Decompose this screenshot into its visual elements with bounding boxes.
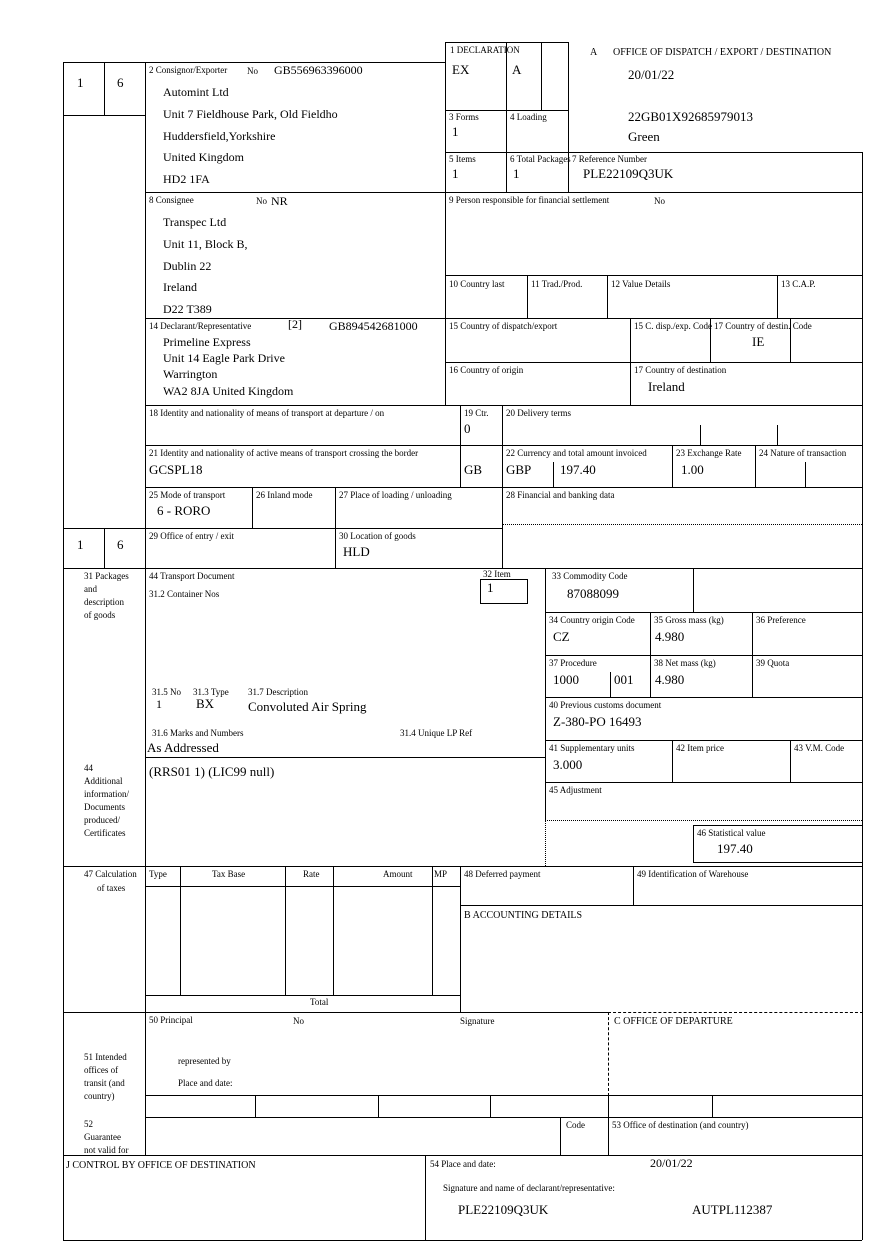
consignee-postcode: D22 T389 xyxy=(163,302,212,316)
box19-label: 19 Ctr. xyxy=(464,408,489,418)
procedure-code: 1000 xyxy=(553,672,579,687)
line xyxy=(255,1095,256,1117)
box44-label: produced/ xyxy=(84,815,120,825)
box50-label: 50 Principal xyxy=(149,1015,193,1025)
place-and-date-label: Place and date: xyxy=(178,1078,233,1088)
box44t-label: 44 Transport Document xyxy=(149,571,235,581)
copy-number-1: 1 xyxy=(77,75,84,90)
declarant-name-code: AUTPL112387 xyxy=(692,1202,773,1217)
box15-label: 15 Country of dispatch/export xyxy=(449,321,558,331)
box31-3-label: 31.3 Type xyxy=(193,687,229,697)
guarantee-code-label: Code xyxy=(566,1120,585,1130)
declarant-code: [2] xyxy=(288,317,302,331)
copy-number-1: 1 xyxy=(77,537,84,552)
declaration-type: EX xyxy=(452,62,470,77)
box5-label: 5 Items xyxy=(449,154,476,164)
line xyxy=(252,487,253,528)
j-control-label: J CONTROL BY OFFICE OF DESTINATION xyxy=(66,1160,256,1171)
line xyxy=(145,62,146,1155)
box31-7-label: 31.7 Description xyxy=(248,687,308,697)
consignor-name: Automint Ltd xyxy=(163,85,229,99)
line xyxy=(545,740,862,741)
consignor-eori: GB556963396000 xyxy=(274,63,363,77)
office-of-departure-label: C OFFICE OF DEPARTURE xyxy=(614,1016,733,1027)
line xyxy=(672,445,673,487)
line xyxy=(607,275,608,318)
consignee-no: NR xyxy=(271,194,288,208)
line xyxy=(545,697,862,698)
line xyxy=(63,62,64,1240)
line xyxy=(693,862,862,863)
consignee-address-2: Dublin 22 xyxy=(163,259,212,273)
box4-label: 4 Loading xyxy=(510,112,547,122)
office-a-prefix: A xyxy=(590,47,598,58)
box41-label: 41 Supplementary units xyxy=(549,743,635,753)
line xyxy=(777,425,778,445)
box31-2-label: 31.2 Container Nos xyxy=(149,589,220,599)
box5-value: 1 xyxy=(452,166,459,181)
origin-code: CZ xyxy=(553,629,570,644)
exchange-rate: 1.00 xyxy=(681,462,704,477)
box42-label: 42 Item price xyxy=(676,743,724,753)
copy-number-6: 6 xyxy=(117,75,124,90)
acceptance-date: 20/01/22 xyxy=(628,67,675,82)
box3-value: 1 xyxy=(452,124,459,139)
line xyxy=(460,866,461,1012)
box47-label: of taxes xyxy=(97,883,126,893)
box54-signature-label: Signature and name of declarant/representative: xyxy=(443,1183,615,1193)
line xyxy=(541,42,542,110)
line xyxy=(672,740,673,782)
box49-label: 49 Identification of Warehouse xyxy=(637,869,749,879)
line xyxy=(63,115,145,116)
line xyxy=(63,528,502,529)
line xyxy=(545,655,862,656)
box21-label: 21 Identity and nationality of active means of transport crossing the border xyxy=(149,448,419,458)
box31-4-label: 31.4 Unique LP Ref xyxy=(400,728,473,738)
reference-number: PLE22109Q3UK xyxy=(583,166,674,181)
box16-label: 16 Country of origin xyxy=(449,365,524,375)
line xyxy=(545,612,862,613)
line xyxy=(700,425,701,445)
line xyxy=(506,42,507,192)
box28-label: 28 Financial and banking data xyxy=(506,490,615,500)
invoice-currency: GBP xyxy=(506,462,532,477)
box45-label: 45 Adjustment xyxy=(549,785,602,795)
box12-label: 12 Value Details xyxy=(611,279,671,289)
line xyxy=(63,568,862,569)
represented-by-label: represented by xyxy=(178,1056,231,1066)
copy-number-6: 6 xyxy=(117,537,124,552)
box9-no-label: No xyxy=(654,196,665,206)
line xyxy=(145,886,460,887)
tax-header-amount: Amount xyxy=(383,869,413,879)
container-flag: 0 xyxy=(464,421,471,436)
destination-country: Ireland xyxy=(648,379,685,394)
box44-label: Documents xyxy=(84,802,125,812)
commodity-code: 87088099 xyxy=(567,586,619,601)
box25-label: 25 Mode of transport xyxy=(149,490,226,500)
box31-label: 31 Packages xyxy=(84,571,129,581)
box27-label: 27 Place of loading / unloading xyxy=(339,490,452,500)
line xyxy=(180,866,181,995)
line xyxy=(145,995,460,996)
line xyxy=(545,782,862,783)
box39-label: 39 Quota xyxy=(756,658,790,668)
destination-code: IE xyxy=(752,334,765,349)
line xyxy=(805,462,806,487)
transport-identity: GCSPL18 xyxy=(149,462,203,477)
goods-description: Convoluted Air Spring xyxy=(248,699,367,714)
goods-location: HLD xyxy=(343,544,370,559)
box44-label: information/ xyxy=(84,789,129,799)
box8-label: 8 Consignee xyxy=(149,195,194,205)
consignor-postcode: HD2 1FA xyxy=(163,172,210,186)
line xyxy=(630,318,631,405)
box51-label: transit (and xyxy=(84,1078,125,1088)
box9-label: 9 Person responsible for financial settlement xyxy=(449,195,610,205)
dotted-line xyxy=(502,524,862,525)
box31-5-label: 31.5 No xyxy=(152,687,181,697)
box51-label: 51 Intended xyxy=(84,1052,127,1062)
consignor-address-2: Huddersfield,Yorkshire xyxy=(163,129,276,143)
box3-label: 3 Forms xyxy=(449,112,479,122)
dotted-line xyxy=(545,820,546,866)
mrn-value: 22GB01X92685979013 xyxy=(628,109,753,124)
box40-label: 40 Previous customs document xyxy=(549,700,662,710)
line xyxy=(545,568,546,820)
declarant-address-3: WA2 8JA United Kingdom xyxy=(163,384,294,398)
line xyxy=(445,275,862,276)
box10-label: 10 Country last xyxy=(449,279,505,289)
line xyxy=(790,740,791,782)
line xyxy=(560,1117,561,1155)
consignee-address-1: Unit 11, Block B, xyxy=(163,237,248,251)
line xyxy=(693,568,694,612)
box31-label: and xyxy=(84,584,97,594)
tax-header-base: Tax Base xyxy=(212,869,246,879)
box35-label: 35 Gross mass (kg) xyxy=(654,615,724,625)
box52-label: 52 xyxy=(84,1119,93,1129)
line xyxy=(608,1095,609,1117)
box33-label: 33 Commodity Code xyxy=(552,571,628,581)
line xyxy=(502,405,503,568)
line xyxy=(145,405,862,406)
tax-header-type: Type xyxy=(149,869,167,879)
box2-no-label: No xyxy=(247,66,258,76)
dotted-line xyxy=(545,820,862,821)
box51-label: offices of xyxy=(84,1065,119,1075)
line xyxy=(693,825,862,826)
box44-label: Certificates xyxy=(84,828,126,838)
box31-label: of goods xyxy=(84,610,116,620)
box48-label: 48 Deferred payment xyxy=(464,869,541,879)
consignee-country: Ireland xyxy=(163,280,197,294)
box38-label: 38 Net mass (kg) xyxy=(654,658,716,668)
consignee-name: Transpec Ltd xyxy=(163,215,227,229)
additional-information: (RRS01 1) (LIC99 null) xyxy=(149,764,275,779)
line xyxy=(333,866,334,995)
marks-and-numbers: As Addressed xyxy=(147,740,219,755)
line xyxy=(63,866,862,867)
line xyxy=(145,1117,862,1118)
line xyxy=(335,487,336,568)
line xyxy=(460,405,461,487)
box34-label: 34 Country origin Code xyxy=(549,615,635,625)
box18-label: 18 Identity and nationality of means of transport at departure / on xyxy=(149,408,385,418)
line xyxy=(285,866,286,995)
box44-label: Additional xyxy=(84,776,123,786)
line xyxy=(633,866,634,905)
box32-label: 32 Item xyxy=(483,569,511,579)
line xyxy=(650,612,651,697)
line xyxy=(608,1117,609,1155)
previous-document: Z-380-PO 16493 xyxy=(553,714,642,729)
line xyxy=(752,612,753,697)
item-number: 1 xyxy=(487,580,494,595)
line xyxy=(445,152,862,153)
box7-label: 7 Reference Number xyxy=(572,154,647,164)
declarant-address-2: Warrington xyxy=(163,367,218,381)
tax-header-rate: Rate xyxy=(303,869,320,879)
box52-label: not valid for xyxy=(84,1145,129,1155)
box54-label: 54 Place and date: xyxy=(430,1159,496,1169)
box6-label: 6 Total Packages xyxy=(510,154,571,164)
box1-label: 1 DECLARATION xyxy=(450,45,520,55)
consignor-country: United Kingdom xyxy=(163,150,244,164)
declarant-reference: PLE22109Q3UK xyxy=(458,1202,549,1217)
routing-status: Green xyxy=(628,129,660,144)
transport-mode: 6 - RORO xyxy=(157,503,211,518)
declaration-class: A xyxy=(512,62,522,77)
box51-label: country) xyxy=(84,1091,115,1101)
box43-label: 43 V.M. Code xyxy=(794,743,845,753)
gross-mass: 4.980 xyxy=(655,629,685,644)
box15a-label: 15 C. disp./exp. Code xyxy=(634,321,712,331)
line xyxy=(432,866,433,995)
line xyxy=(425,1155,426,1240)
box37-label: 37 Procedure xyxy=(549,658,597,668)
line xyxy=(145,318,862,319)
box24-label: 24 Nature of transaction xyxy=(759,448,847,458)
box6-value: 1 xyxy=(513,166,520,181)
box11-label: 11 Trad./Prod. xyxy=(531,279,583,289)
box53-label: 53 Office of destination (and country) xyxy=(612,1120,749,1130)
box20-label: 20 Delivery terms xyxy=(506,408,571,418)
consignor-address-1: Unit 7 Fieldhouse Park, Old Fieldho xyxy=(163,107,338,121)
procedure-code-2: 001 xyxy=(614,672,634,687)
box36-label: 36 Preference xyxy=(756,615,806,625)
line xyxy=(568,42,569,192)
office-a-title: OFFICE OF DISPATCH / EXPORT / DESTINATION xyxy=(613,47,832,58)
line xyxy=(610,672,611,697)
line xyxy=(445,362,862,363)
declarant-address-1: Unit 14 Eagle Park Drive xyxy=(163,351,285,365)
line xyxy=(63,1155,862,1156)
line xyxy=(378,1095,379,1117)
line xyxy=(63,1240,862,1241)
box2-label: 2 Consignor/Exporter xyxy=(149,65,228,75)
box17a-label: 17 Country of destin. Code xyxy=(714,321,812,331)
box31-label: description xyxy=(84,597,124,607)
net-mass: 4.980 xyxy=(655,672,685,687)
box17-label: 17 Country of destination xyxy=(634,365,727,375)
line xyxy=(755,445,756,487)
box23-label: 23 Exchange Rate xyxy=(676,448,742,458)
line xyxy=(104,62,105,115)
tax-total-label: Total xyxy=(310,997,329,1007)
transport-nationality: GB xyxy=(464,462,483,477)
line xyxy=(63,62,445,63)
statistical-value: 197.40 xyxy=(717,841,753,856)
box13-label: 13 C.A.P. xyxy=(781,279,816,289)
tax-header-mp: MP xyxy=(434,869,448,879)
line xyxy=(104,528,105,568)
line xyxy=(553,462,554,487)
box8-no-label: No xyxy=(256,196,267,206)
box30-label: 30 Location of goods xyxy=(339,531,416,541)
box46-label: 46 Statistical value xyxy=(697,828,766,838)
line xyxy=(712,1095,713,1117)
box50-signature-label: Signature xyxy=(460,1016,495,1026)
box26-label: 26 Inland mode xyxy=(256,490,313,500)
line xyxy=(445,42,446,405)
line xyxy=(693,825,694,862)
line xyxy=(145,757,545,758)
box31-6-label: 31.6 Marks and Numbers xyxy=(152,728,244,738)
accounting-details-label: B ACCOUNTING DETAILS xyxy=(464,910,583,921)
packages-count: 1 xyxy=(156,697,162,711)
line xyxy=(527,275,528,318)
box44-label: 44 xyxy=(84,763,93,773)
box50-no-label: No xyxy=(293,1016,304,1026)
box54-date: 20/01/22 xyxy=(650,1156,693,1170)
box14-label: 14 Declarant/Representative xyxy=(149,321,252,331)
box47-label: 47 Calculation xyxy=(84,869,137,879)
declarant-eori: GB894542681000 xyxy=(329,319,418,333)
line xyxy=(145,192,862,193)
supplementary-units: 3.000 xyxy=(553,757,583,772)
line xyxy=(777,275,778,318)
package-type: BX xyxy=(196,696,215,711)
line xyxy=(460,905,862,906)
box52-label: Guarantee xyxy=(84,1132,121,1142)
line xyxy=(490,1095,491,1117)
box22-label: 22 Currency and total amount invoiced xyxy=(506,448,647,458)
invoice-amount: 197.40 xyxy=(560,462,596,477)
box29-label: 29 Office of entry / exit xyxy=(149,531,235,541)
declarant-name: Primeline Express xyxy=(163,335,251,349)
